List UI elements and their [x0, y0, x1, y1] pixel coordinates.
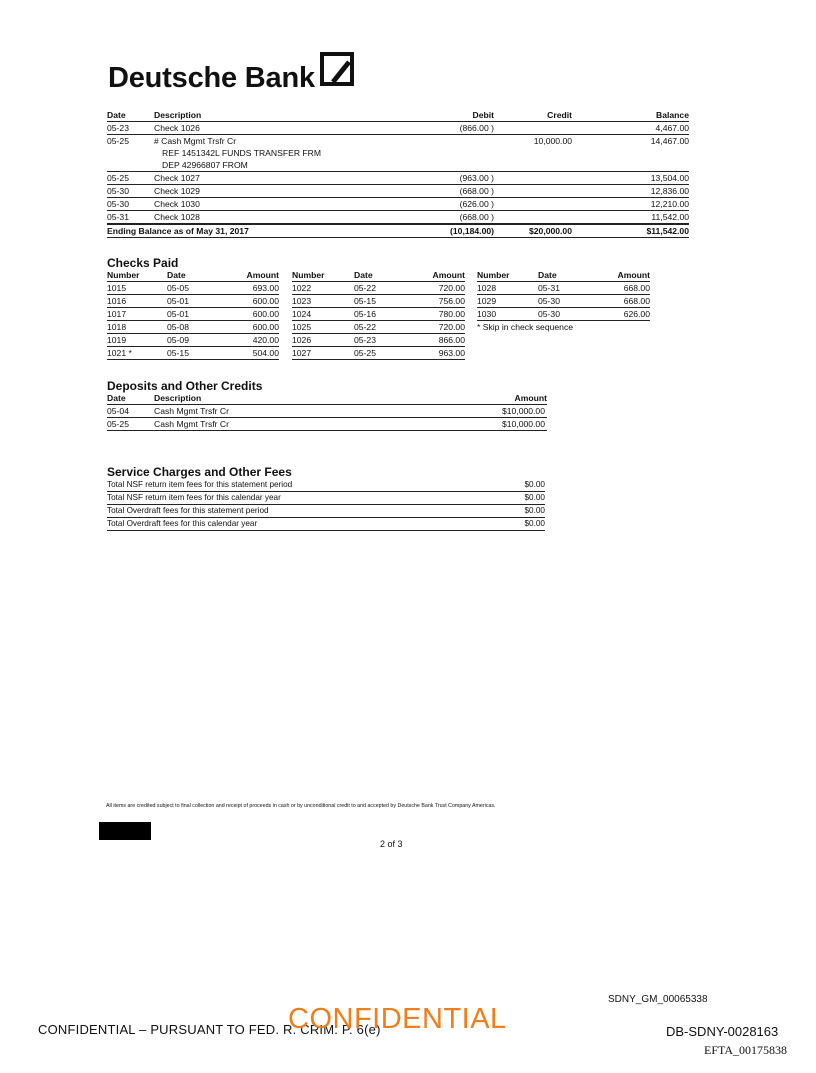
table-cell: 1021 * [107, 347, 167, 360]
table-row [107, 159, 689, 172]
row-description: Check 1030 [154, 198, 374, 211]
table-cell: 05-16 [354, 308, 404, 321]
ending-credit: $20,000.00 [494, 224, 594, 238]
table-cell: $0.00 [487, 505, 545, 518]
row-date [107, 147, 154, 159]
table-cell: $10,000.00 [434, 418, 547, 431]
confidential-watermark: CONFIDENTIAL [288, 1003, 507, 1035]
col-number: Number [477, 269, 538, 282]
row-description: REF 1451342L FUNDS TRANSFER FRM [162, 148, 322, 158]
table-cell: Total Overdraft fees for this calendar year [107, 518, 487, 531]
table-cell: 05-05 [167, 282, 217, 295]
table-cell: 05-22 [354, 282, 404, 295]
row-credit [494, 122, 594, 135]
col-date: Date [354, 269, 404, 282]
col-number: Number [107, 269, 167, 282]
list-item [292, 334, 465, 347]
list-item [107, 295, 279, 308]
table-cell: Total NSF return item fees for this statement period [107, 479, 487, 492]
table-cell: 720.00 [404, 321, 465, 334]
col-date: Date [107, 109, 154, 122]
row-description: DEP 42966807 FROM [154, 159, 374, 172]
row-debit: (668.00 ) [459, 212, 494, 222]
table-cell: 05-08 [167, 321, 217, 334]
table-cell: 05-25 [107, 418, 154, 431]
table-row [107, 479, 545, 492]
table-cell: 1019 [107, 334, 167, 347]
table-row [107, 492, 545, 505]
row-description: Check 1029 [154, 185, 374, 198]
table-cell: 756.00 [404, 295, 465, 308]
table-cell: 866.00 [404, 334, 465, 347]
col-description: Description [154, 109, 374, 122]
row-credit [494, 172, 594, 185]
table-cell: 05-30 [538, 295, 588, 308]
col-balance: Balance [594, 109, 689, 122]
service-charges-table [107, 479, 545, 531]
table-cell: 05-23 [354, 334, 404, 347]
table-cell: 1027 [292, 347, 354, 360]
list-item [107, 334, 279, 347]
table-cell: 504.00 [217, 347, 279, 360]
ending-debit: (10,184.00) [374, 224, 494, 238]
table-cell: Cash Mgmt Trsfr Cr [154, 405, 434, 418]
col-description: Description [154, 392, 434, 405]
table-cell: 1025 [292, 321, 354, 334]
table-cell: 05-31 [538, 282, 588, 295]
transactions-header [107, 109, 689, 122]
list-item [292, 321, 465, 334]
deutsche-bank-logo-icon [320, 52, 354, 86]
table-row [107, 198, 689, 211]
col-number: Number [292, 269, 354, 282]
list-item [107, 321, 279, 334]
table-cell: $0.00 [487, 479, 545, 492]
list-item [292, 308, 465, 321]
row-balance: 12,836.00 [594, 185, 689, 198]
row-debit [374, 135, 494, 148]
row-balance: 14,467.00 [650, 136, 689, 146]
confidential-notice: CONFIDENTIAL – PURSUANT TO FED. R. CRIM. P. 6(e) [38, 1022, 381, 1037]
redaction-box [99, 822, 151, 840]
ending-balance-label: Ending Balance as of May 31, 2017 [107, 224, 374, 238]
table-cell: 1017 [107, 308, 167, 321]
row-debit: (668.00 ) [374, 185, 494, 198]
row-date: 05-23 [107, 122, 154, 135]
table-cell: $0.00 [487, 492, 545, 505]
disclaimer: All items are credited subject to final collection and receipt of proceeds in cash or by unconditional credit to and accepted by Deutsche Bank Trust Company Americas. [106, 803, 496, 809]
table-cell: 1016 [107, 295, 167, 308]
table-cell: Total Overdraft fees for this statement period [107, 505, 487, 518]
list-item [107, 347, 279, 360]
service-charges-title: Service Charges and Other Fees [107, 465, 292, 479]
deposits-title: Deposits and Other Credits [107, 379, 263, 393]
table-cell: 05-22 [354, 321, 404, 334]
row-description: # Cash Mgmt Trsfr Cr [154, 136, 237, 146]
col-amount: Amount [588, 269, 650, 282]
row-balance: 13,504.00 [594, 172, 689, 185]
bates-sdny-gm: SDNY_GM_00065338 [608, 994, 708, 1005]
list-item [477, 308, 650, 321]
table-cell: 693.00 [217, 282, 279, 295]
table-cell: 600.00 [217, 295, 279, 308]
row-description: Check 1027 [154, 172, 374, 185]
row-balance: 12,210.00 [594, 198, 689, 211]
bates-efta: EFTA_00175838 [704, 1043, 788, 1057]
list-item [292, 282, 465, 295]
table-row [107, 518, 545, 531]
col-date: Date [538, 269, 588, 282]
table-cell: 668.00 [588, 295, 650, 308]
table-cell: Cash Mgmt Trsfr Cr [154, 418, 434, 431]
table-cell: 05-01 [167, 308, 217, 321]
row-description: Check 1026 [154, 122, 374, 135]
table-cell: 600.00 [217, 321, 279, 334]
table-row [107, 172, 689, 185]
col-debit: Debit [374, 109, 494, 122]
table-cell: 626.00 [588, 308, 650, 321]
row-debit: (866.00 ) [374, 122, 494, 135]
table-cell: 1029 [477, 295, 538, 308]
row-credit: 10,000.00 [533, 136, 572, 146]
list-item [477, 295, 650, 308]
table-cell: 05-25 [354, 347, 404, 360]
table-cell: 05-04 [107, 405, 154, 418]
row-debit: (963.00 ) [374, 172, 494, 185]
table-cell: 05-30 [538, 308, 588, 321]
table-cell: 05-15 [354, 295, 404, 308]
table-row [107, 505, 545, 518]
table-cell: 668.00 [588, 282, 650, 295]
table-cell: 420.00 [217, 334, 279, 347]
transactions-table [107, 109, 689, 238]
checks-paid-column-1 [107, 269, 279, 360]
table-cell: 1026 [292, 334, 354, 347]
row-debit: (626.00 ) [374, 198, 494, 211]
row-credit [494, 185, 594, 198]
page-number: 2 of 3 [380, 839, 403, 849]
row-date: 05-30 [107, 185, 154, 198]
row-date: 05-25 [107, 172, 154, 185]
row-balance: 11,542.00 [651, 212, 689, 222]
row-date: 05-25 [107, 136, 129, 146]
checks-paid-column-2 [292, 269, 465, 360]
table-cell: $0.00 [487, 518, 545, 531]
row-credit [494, 198, 594, 211]
table-row [107, 418, 547, 431]
ending-balance: $11,542.00 [594, 224, 689, 238]
table-cell: 1015 [107, 282, 167, 295]
table-row [107, 122, 689, 135]
list-item [107, 282, 279, 295]
checks-paid-title: Checks Paid [107, 256, 179, 270]
col-credit: Credit [494, 109, 594, 122]
table-row [107, 147, 689, 159]
deposits-table [107, 392, 547, 431]
bank-name: Deutsche Bank [108, 62, 315, 94]
table-row [107, 135, 689, 148]
row-balance: 4,467.00 [594, 122, 689, 135]
list-item [292, 347, 465, 360]
row-date: 05-31 [107, 212, 129, 222]
table-cell: 963.00 [404, 347, 465, 360]
row-credit [494, 211, 594, 225]
table-cell: 05-01 [167, 295, 217, 308]
table-row [107, 185, 689, 198]
row-description: Check 1028 [154, 212, 200, 222]
table-cell: 780.00 [404, 308, 465, 321]
table-cell: 1024 [292, 308, 354, 321]
table-cell: 1018 [107, 321, 167, 334]
col-date: Date [107, 392, 154, 405]
col-amount: Amount [217, 269, 279, 282]
checks-paid-column-3 [477, 269, 650, 333]
table-cell: $10,000.00 [434, 405, 547, 418]
table-cell: 720.00 [404, 282, 465, 295]
row-date [107, 159, 154, 172]
table-row [107, 405, 547, 418]
list-item [477, 282, 650, 295]
bates-db-sdny: DB-SDNY-0028163 [666, 1024, 779, 1039]
table-row [107, 211, 689, 225]
ending-balance-row [107, 224, 689, 238]
table-cell: 1028 [477, 282, 538, 295]
table-cell: 600.00 [217, 308, 279, 321]
col-amount: Amount [404, 269, 465, 282]
col-amount: Amount [434, 392, 547, 405]
table-cell: 1022 [292, 282, 354, 295]
table-cell: 05-15 [167, 347, 217, 360]
table-cell: 1023 [292, 295, 354, 308]
table-cell: 1030 [477, 308, 538, 321]
col-date: Date [167, 269, 217, 282]
table-cell: 05-09 [167, 334, 217, 347]
list-item [107, 308, 279, 321]
skip-note: * Skip in check sequence [477, 322, 574, 332]
row-date: 05-30 [107, 198, 154, 211]
table-cell: Total NSF return item fees for this calendar year [107, 492, 487, 505]
list-item [292, 295, 465, 308]
